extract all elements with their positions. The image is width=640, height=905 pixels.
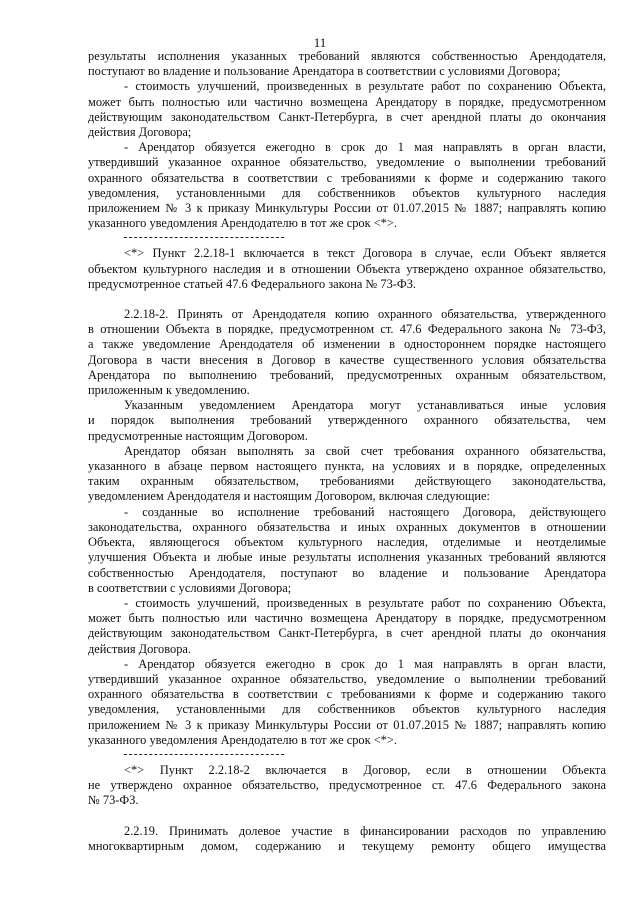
spacer — [88, 809, 606, 824]
page-number: 11 — [313, 35, 327, 50]
text-line: не утверждено охранное обязательство, предусмотренное ст. 47.6 Федерального закона — [88, 778, 606, 793]
text-line: уведомления, установленными для собственников объектов культурного наследия — [88, 702, 606, 717]
text-line: Арендатора по выполнению требований, предусмотренных охранным обязательством, — [88, 367, 606, 382]
paragraph-tenant-obligations — [88, 444, 606, 505]
text-line: результаты исполнения указанных требований являются собственностью Арендодателя, — [88, 49, 606, 63]
paragraph-improvements-ownership — [88, 505, 606, 596]
text-line: указанного в абзаце первом настоящего пункта, на условиях и в порядке, определенных — [88, 459, 606, 474]
paragraph-2-2-19 — [88, 824, 606, 854]
text-line: законодательства, охранного обязательства и иных охранных документов в отношении — [88, 519, 606, 534]
text-line: может быть полностью или частично возмещена Арендатору в порядке, предусмотренном — [88, 94, 606, 109]
text-line: объектом культурного наследия и в отношении Объекта утверждено охранное обязательство, — [88, 261, 606, 276]
text-line: Арендатор обязан выполнять за свой счет требования охранного обязательства, — [124, 443, 606, 458]
text-line: указанного уведомления Арендодателю в тот же срок <*>. — [88, 216, 397, 231]
text-line: - стоимость улучшений, произведенных в результате работ по сохранению Объекта, — [124, 595, 606, 610]
text-line: <*> Пункт 2.2.18-2 включается в Договор, если в отношении Объекта — [124, 762, 606, 777]
text-line: № 73-ФЗ. — [88, 793, 139, 808]
text-line: Указанным уведомлением Арендатора могут устанавливаться иные условия — [124, 398, 606, 413]
document-body — [88, 49, 606, 854]
text-line: предусмотренные настоящим Договором. — [88, 428, 308, 443]
paragraph-annual-notice-2 — [88, 657, 606, 748]
text-line: приложенным к уведомлению. — [88, 383, 250, 398]
text-line: Объекта, являющегося объектом культурного наследия, отделимые и неотделимые — [88, 535, 606, 550]
text-line: уведомлением Арендодателя и настоящим Договором, включая следующие: — [88, 489, 490, 504]
text-line: в отношении Объекта в порядке, предусмотренном ст. 47.6 Федерального закона № 73-ФЗ, — [88, 322, 606, 337]
text-line: - стоимость улучшений, произведенных в результате работ по сохранению Объекта, — [124, 79, 606, 94]
text-line: 2.2.19. Принимать долевое участие в финансировании расходов по управлению — [124, 823, 606, 838]
paragraph-2-2-18-2 — [88, 307, 606, 398]
text-line: и порядок выполнения требований утвержденного охранного обязательства, чем — [88, 413, 606, 428]
text-line: Договора в части внесения в Договор в качестве существенного условия обязательства — [88, 352, 606, 367]
footnote-2-2-18-1 — [88, 246, 606, 292]
text-line: охранного обязательства в соответствии с требованиями к форме и содержанию такого — [88, 170, 606, 185]
text-line: поступают во владение и пользование Арендатора в соответствии с условиями Договора; — [88, 64, 561, 79]
text-line: действующим законодательством Санкт-Петербурга, в счет арендной платы до окончания — [88, 109, 606, 124]
footnote-rule — [124, 231, 284, 238]
text-line: действующим законодательством Санкт-Петербурга, в счет арендной платы до окончания — [88, 626, 606, 641]
text-line: - созданные во исполнение требований настоящего Договора, действующего — [124, 504, 606, 519]
text-line: указанного уведомления Арендодателю в тот же срок <*>. — [88, 732, 397, 747]
paragraph-continuation — [88, 49, 606, 79]
text-line: действия Договора; — [88, 125, 192, 140]
text-line: утвердивший указанное охранное обязательство, уведомление о выполнении требований — [88, 155, 606, 170]
paragraph-improvement-cost-1 — [88, 79, 606, 140]
text-line: приложением № 3 к приказу Минкультуры России от 01.07.2015 № 1887; направлять копию — [88, 717, 606, 732]
text-line: утвердивший указанное охранное обязательство, уведомление о выполнении требований — [88, 671, 606, 686]
text-line: может быть полностью или частично возмещена Арендатору в порядке, предусмотренном — [88, 611, 606, 626]
paragraph-other-conditions — [88, 398, 606, 444]
text-line: охранного обязательства в соответствии с требованиями к форме и содержанию такого — [88, 687, 606, 702]
text-line: многоквартирным домом, содержанию и текущему ремонту общего имущества — [88, 838, 606, 853]
text-line: действия Договора. — [88, 641, 191, 656]
text-line: - Арендатор обязуется ежегодно в срок до 1 мая направлять в орган власти, — [124, 656, 606, 671]
spacer — [88, 292, 606, 307]
footnote-2-2-18-2 — [88, 763, 606, 809]
text-line: - Арендатор обязуется ежегодно в срок до 1 мая направлять в орган власти, — [124, 140, 606, 155]
footnote-rule — [124, 748, 284, 755]
text-line: уведомления, установленными для собственников объектов культурного наследия — [88, 185, 606, 200]
text-line: приложением № 3 к приказу Минкультуры России от 01.07.2015 № 1887; направлять копию — [88, 201, 606, 216]
text-line: таким охранным обязательством, требованиями действующего законодательства, — [88, 474, 606, 489]
text-line: улучшения Объекта и любые иные результаты исполнения указанных требований являются — [88, 550, 606, 565]
paragraph-annual-notice-1 — [88, 140, 606, 231]
text-line: 2.2.18-2. Принять от Арендодателя копию охранного обязательства, утвержденного — [124, 307, 606, 322]
text-line: а также уведомление Арендодателя об изменении в одностороннем порядке настоящего — [88, 337, 606, 352]
text-line: <*> Пункт 2.2.18-1 включается в текст Договора в случае, если Объект является — [124, 246, 606, 261]
text-line: в соответствии с условиями Договора; — [88, 580, 292, 595]
text-line: собственностью Арендодателя, поступают во владение и пользование Арендатора — [88, 565, 606, 580]
paragraph-improvement-cost-2 — [88, 596, 606, 657]
text-line: предусмотренное статьей 47.6 Федерального закона № 73-ФЗ. — [88, 276, 417, 291]
